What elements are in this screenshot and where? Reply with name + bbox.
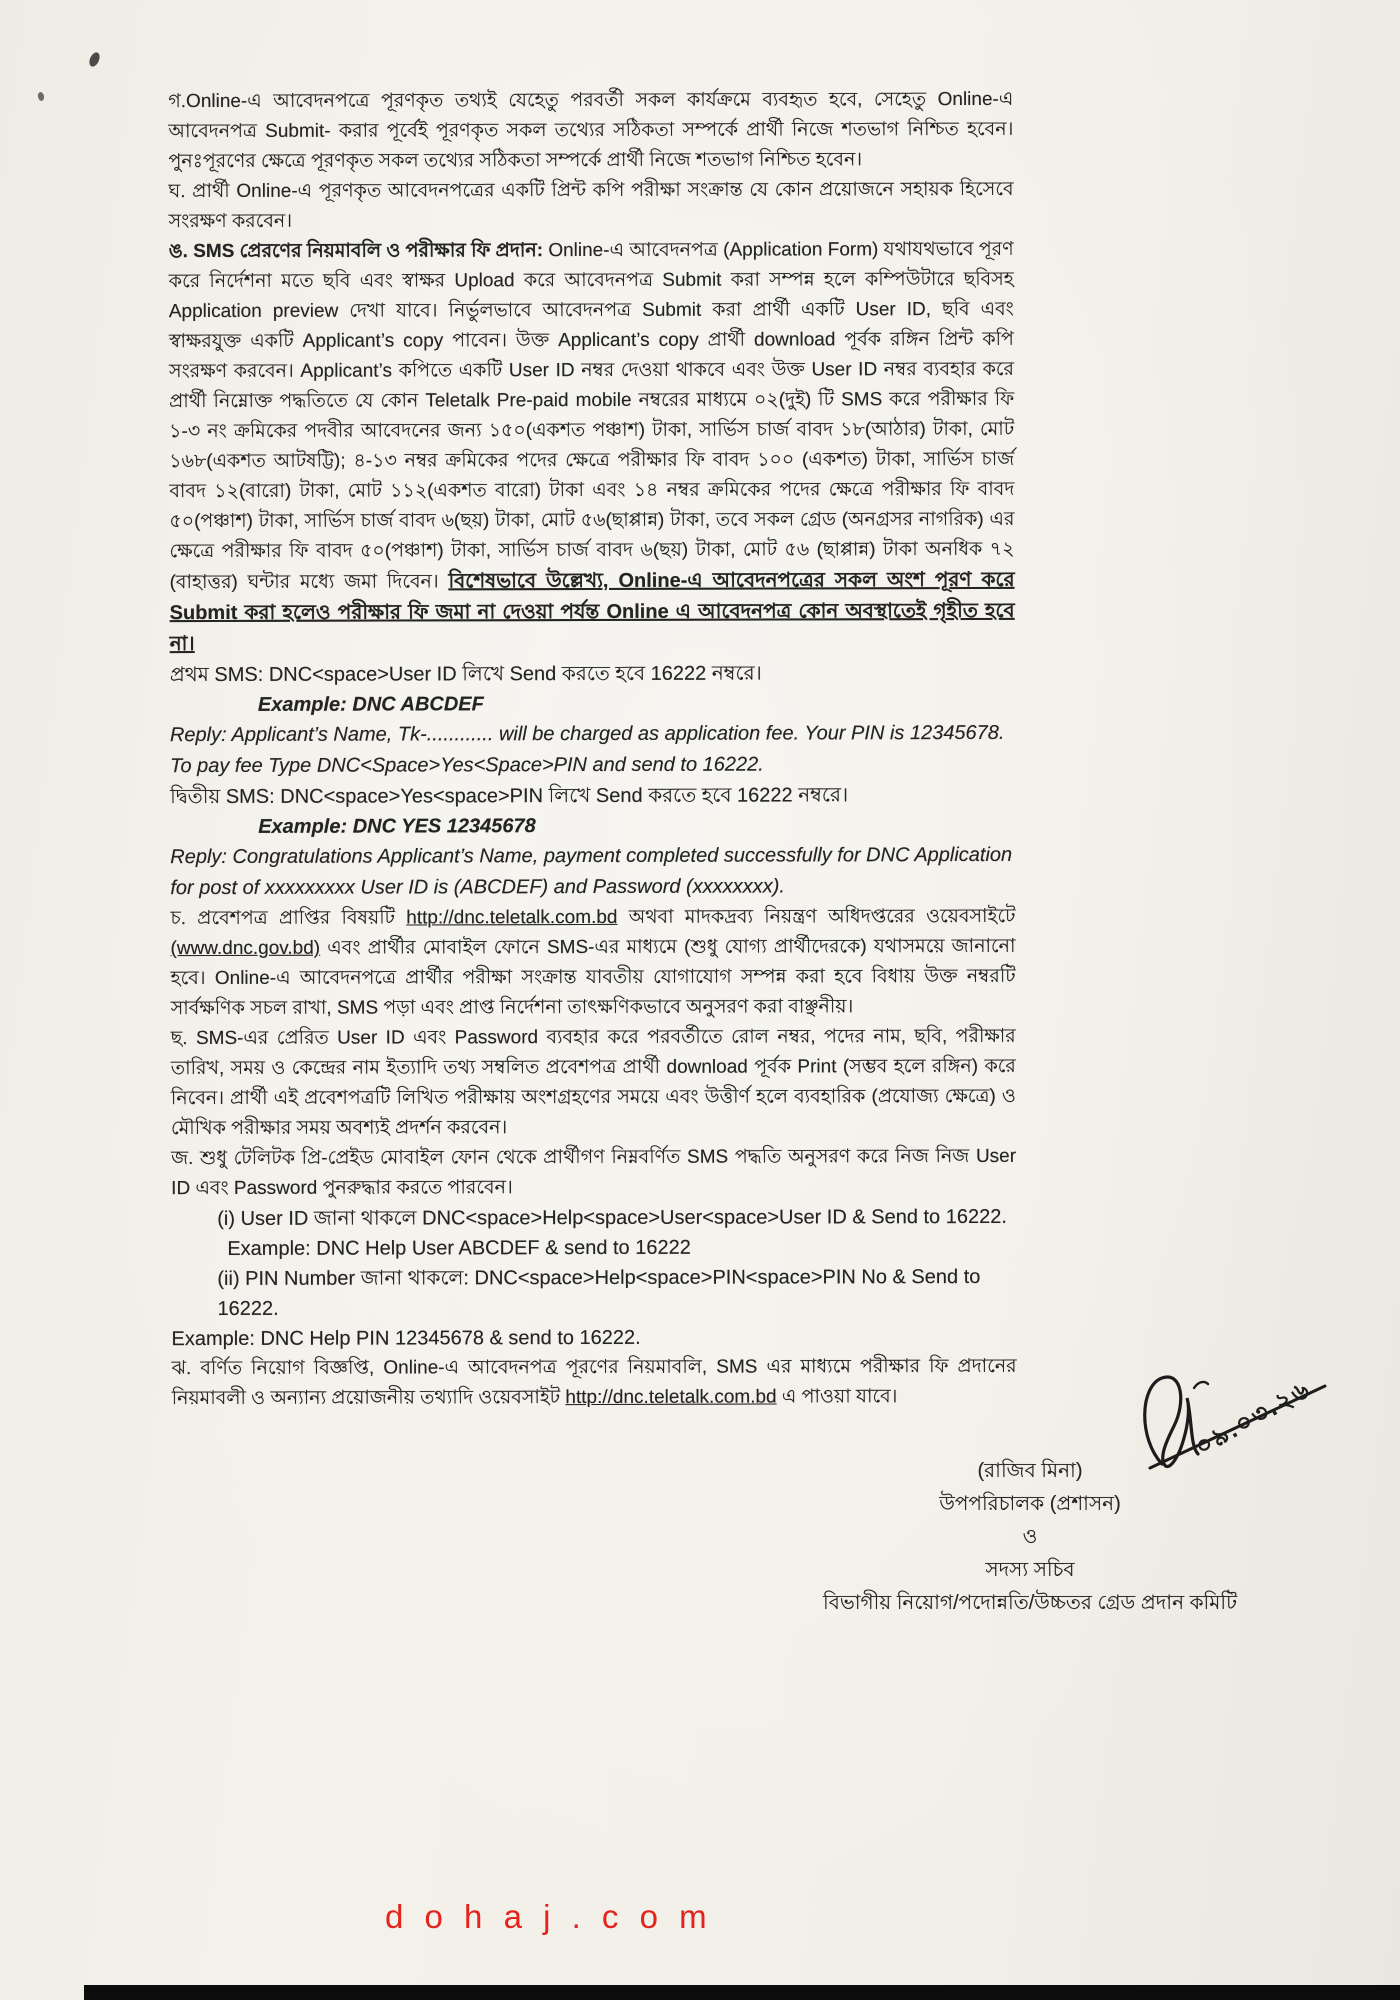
dohaj-watermark: d o h a j . c o m bbox=[385, 1898, 712, 1935]
help-pin-example-text: Example: DNC Help PIN 12345678 & send to 16222. bbox=[171, 1326, 641, 1351]
help-userid-example bbox=[171, 1232, 1016, 1264]
first-sms-reply-text: Reply: Applicant’s Name, Tk-............ will be charged as application fee. Your PIN is 12345678. To pay fee Type DNC<Space>Yes<Space>PIN and send to 16222. bbox=[169, 721, 1005, 778]
first-sms-example-text: Example: DNC ABCDEF bbox=[257, 693, 484, 716]
document-body bbox=[168, 85, 1016, 1414]
clause-uma-heading: ঙ. SMS প্রেরণের নিয়মাবলি ও পরীক্ষার ফি প্রদান: bbox=[168, 240, 544, 263]
signatory-conjunction: ও bbox=[1022, 1526, 1038, 1548]
clause-gha-text: ঘ. প্রার্থী Online-এ পূরণকৃত আবেদনপত্রের একটি প্রিন্ট কপি পরীক্ষা সংক্রান্ত যে কোন প্রয়োজনে সহায়ক হিসেবে সংরক্ষণ করবেন। bbox=[168, 178, 1014, 233]
clause-jha bbox=[172, 1352, 1017, 1414]
teletalk-url: http://dnc.teletalk.com.bd bbox=[406, 906, 618, 929]
second-sms-text: দ্বিতীয় SMS: DNC<space>Yes<space>PIN লিখে Send করতে হবে 16222 নম্বরে। bbox=[170, 784, 849, 809]
clause-jha-text-2: এ পাওয়া যাবে। bbox=[776, 1386, 898, 1408]
clause-ja-text: জ. শুধু টেলিটক প্রি-প্রেইড মোবাইল ফোন থেকে প্রার্থীগণ নিম্নবর্ণিত SMS পদ্ধতি অনুসরণ করে নিজ নিজ User ID এবং Password পুনরুদ্ধার করতে পারবেন। bbox=[171, 1145, 1017, 1200]
first-sms-reply bbox=[170, 718, 1015, 782]
clause-uma-text: Online-এ আবেদনপত্র (Application Form) যথাযথভাবে পূরণ করে নির্দেশনা মতে ছবি এবং স্বাক্ষর Upload করে আবেদনপত্র Submit করা সম্পন্ন হলে কম্পিউটারে ছবিসহ Application preview দেখা যাবে। নির্ভুলভাবে আবেদনপত্র Submit করা প্রার্থী একটি User ID, ছবি এবং স্বাক্ষরযুক্ত একটি Applicant’s copy পাবেন। উক্ত Applicant’s copy প্রার্থী download পূর্বক রঙ্গিন প্রিন্ট কপি সংরক্ষণ করবেন। Applicant’s কপিতে একটি User ID নম্বর দেওয়া থাকবে এবং উক্ত User ID নম্বর ব্যবহার করে প্রার্থী নিম্নোক্ত পদ্ধতিতে যে কোন Teletalk Pre-paid mobile নম্বরের মাধ্যমে ০২(দুই) টি SMS করে পরীক্ষার ফি ১-৩ নং ক্রমিকের পদবীর আবেদনের জন্য ১৫০(একশত পঞ্চাশ) টাকা, সার্ভিস চার্জ বাবদ ১৮(আঠার) টাকা, মোট ১৬৮(একশত আটষট্টি); ৪-১৩ নম্বর ক্রমিকের পদের ক্ষেত্রে পরীক্ষার ফি বাবদ ১০০ (একশত) টাকা, সার্ভিস চার্জ বাবদ ১২(বারো) টাকা, মোট ১১২(একশত বারো) টাকা এবং ১৪ নম্বর ক্রমিকের পদের ক্ষেত্রে পরীক্ষার ফি বাবদ ৫০(পঞ্চাশ) টাকা, সার্ভিস চার্জ বাবদ ৬(ছয়) টাকা, মোট ৫৬(ছাপ্পান্ন) টাকা, তবে সকল গ্রেড (অনগ্রসর নাগরিক) এর ক্ষেত্রে পরীক্ষার ফি বাবদ ৫০(পঞ্চাশ) টাকা, সার্ভিস চার্জ বাবদ ৬(ছয়) টাকা, মোট ৫৬ (ছাপ্পান্ন) টাকা অনধিক ৭২ (বাহাত্তর) ঘন্টার মধ্যে জমা দিবেন। bbox=[168, 238, 1015, 594]
clause-ga-text: গ.Online-এ আবেদনপত্রে পূরণকৃত তথ্যই যেহেতু পরবর্তী সকল কার্যক্রমে ব্যবহৃত হবে, সেহেতু Online-এ আবেদনপত্র Submit- করার পূর্বেই পূরণকৃত সকল তথ্যের সঠিকতা সম্পর্কে প্রার্থী নিজে শতভাগ নিশ্চিত হবেন। পুনঃপূরণের ক্ষেত্রে পূরণকৃত সকল তথ্যের সঠিকতা সম্পর্কে প্রার্থী নিজে শতভাগ নিশ্চিত হবেন। bbox=[168, 88, 1014, 173]
signature-block bbox=[770, 1455, 1290, 1620]
clause-chha bbox=[171, 1022, 1016, 1144]
clause-gha bbox=[169, 175, 1014, 237]
ink-speck bbox=[87, 51, 101, 68]
scan-edge-bar bbox=[84, 1985, 1400, 2000]
help-pin-example bbox=[172, 1322, 1017, 1354]
ink-speck bbox=[37, 91, 45, 101]
second-sms-example-text: Example: DNC YES 12345678 bbox=[258, 815, 536, 838]
handwritten-date: ০৯.০৩.২৬ bbox=[1190, 1375, 1316, 1462]
clause-jha-text-1: ঝ. বর্ণিত নিয়োগ বিজ্ঞপ্তি, Online-এ আবেদনপত্র পূরণের নিয়মাবলি, SMS এর মাধ্যমে পরীক্ষার ফি প্রদানের নিয়মাবলী ও অন্যান্য প্রয়োজনীয় তথ্যাদি ওয়েবসাইট bbox=[171, 1355, 1017, 1410]
clause-cha-text-1: চ. প্রবেশপত্র প্রাপ্তির বিষয়টি bbox=[170, 907, 407, 930]
fee-warning-notice: বিশেষভাবে উল্লেখ্য, Online-এ আবেদনপত্রের সকল অংশ পূরণ করে Submit করা হলেও পরীক্ষার ফি জমা না দেওয়া পর্যন্ত Online এ আবেদনপত্র কোন অবস্থাতেই গৃহীত হবে না। bbox=[169, 568, 1015, 656]
dnc-website-url: (www.dnc.gov.bd) bbox=[170, 937, 321, 960]
second-sms-example bbox=[170, 810, 1015, 842]
clause-cha-text-2: অথবা মাদকদ্রব্য নিয়ন্ত্রণ অধিদপ্তরের ওয়েবসাইটে bbox=[617, 905, 1016, 928]
signatory-name: (রাজিব মিনা) bbox=[977, 1460, 1083, 1482]
second-sms-instruction bbox=[170, 780, 1015, 812]
clause-ja bbox=[171, 1142, 1016, 1204]
second-sms-reply bbox=[170, 840, 1015, 904]
help-userid-instruction bbox=[171, 1202, 1016, 1234]
clause-uma bbox=[169, 235, 1015, 660]
clause-cha-text-3: এবং প্রার্থীর মোবাইল ফোনে SMS-এর মাধ্যমে (শুধু যোগ্য প্রার্থীদেরকে) যথাসময়ে জানানো হবে। Online-এ আবেদনপত্রে প্রার্থীর পরীক্ষা সংক্রান্ত যাবতীয় যোগাযোগ সম্পন্ন করা হবে বিধায় উক্ত নম্বরটি সার্বক্ষণিক সচল রাখা, SMS পড়া এবং প্রাপ্ত নির্দেশনা তাৎক্ষণিকভাবে অনুসরণ করা বাঞ্ছনীয়। bbox=[170, 935, 1016, 1020]
signatory-designation: উপপরিচালক (প্রশাসন) bbox=[939, 1493, 1121, 1515]
first-sms-text: প্রথম SMS: DNC<space>User ID লিখে Send করতে হবে 16222 নম্বরে। bbox=[169, 662, 762, 687]
clause-chha-text: ছ. SMS-এর প্রেরিত User ID এবং Password ব্যবহার করে পরবর্তীতে রোল নম্বর, পদের নাম, ছবি, পরীক্ষার তারিখ, সময় ও কেন্দ্রের নাম ইত্যাদি তথ্য সম্বলিত প্রবেশপত্র প্রার্থী download পূর্বক Print (সম্ভব হলে রঙ্গিন) করে নিবেন। প্রার্থী এই প্রবেশপত্রটি লিখিত পরীক্ষায় অংশগ্রহণের সময়ে এবং উত্তীর্ণ হলে ব্যবহারিক (প্রযোজ্য ক্ষেত্রে) ও মৌখিক পরীক্ষার সময় অবশ্যই প্রদর্শন করবেন। bbox=[170, 1025, 1016, 1140]
second-sms-reply-text: Reply: Congratulations Applicant’s Name, payment completed successfully for DNC Application for post of xxxxxxxxx User ID is (ABCDEF) and Password (xxxxxxxx). bbox=[170, 843, 1013, 900]
help-pin-instruction bbox=[171, 1262, 1016, 1324]
signatory-role: সদস্য সচিব bbox=[985, 1559, 1075, 1581]
teletalk-url-2: http://dnc.teletalk.com.bd bbox=[565, 1386, 777, 1409]
signatory-committee: বিভাগীয় নিয়োগ/পদোন্নতি/উচ্চতর গ্রেড প্রদান কমিটি bbox=[822, 1592, 1238, 1614]
clause-cha bbox=[170, 902, 1015, 1024]
help-userid-text: (i) User ID জানা থাকলে DNC<space>Help<space>User<space>User ID & Send to 16222. bbox=[217, 1205, 1007, 1230]
help-userid-example-text: Example: DNC Help User ABCDEF & send to 16222 bbox=[227, 1236, 691, 1260]
first-sms-example bbox=[170, 688, 1015, 720]
first-sms-instruction bbox=[170, 658, 1015, 690]
clause-ga bbox=[168, 85, 1013, 177]
help-pin-text: (ii) PIN Number জানা থাকলে: DNC<space>Help<space>PIN<space>PIN No & Send to 16222. bbox=[217, 1265, 981, 1320]
